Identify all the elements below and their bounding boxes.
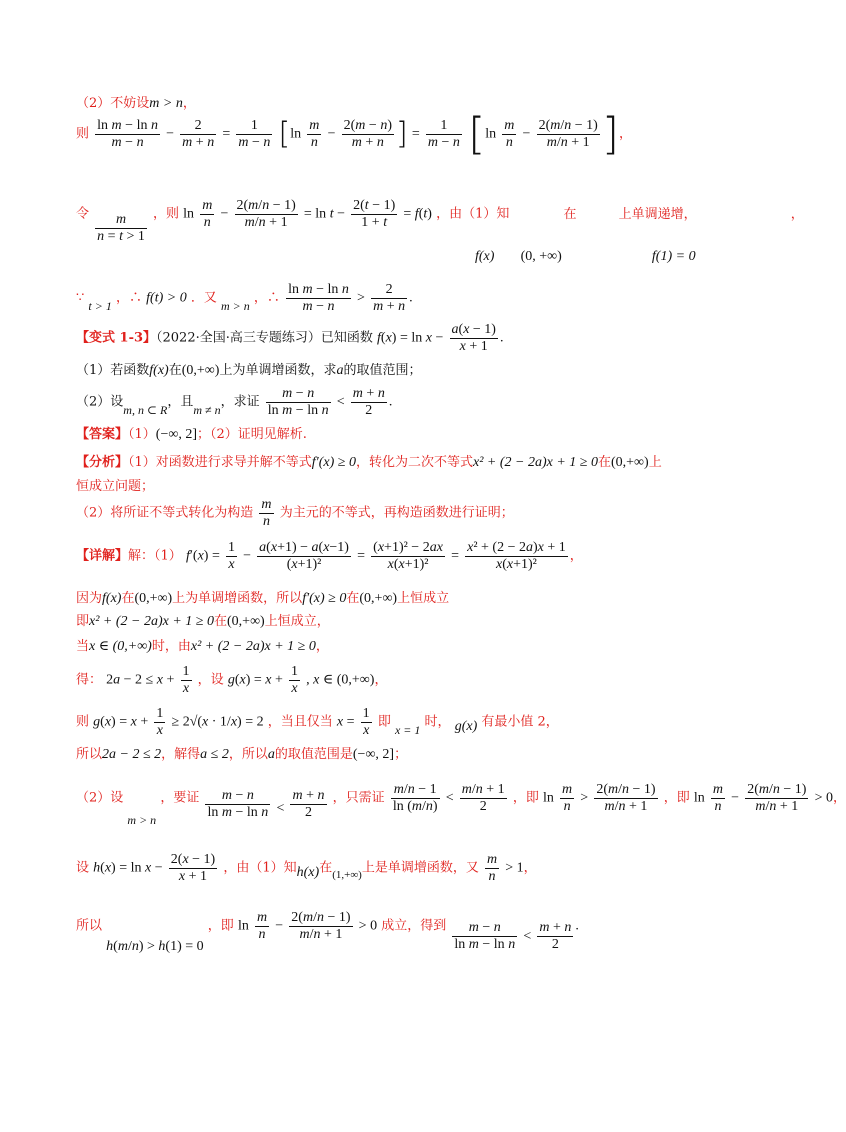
variant-question-1: （1）若函数f(x)在(0,+∞)上为单调增函数，求a的取值范围； — [76, 363, 422, 378]
analysis-line-2: 恒成立问题； — [76, 479, 155, 494]
variant-question-2: （2）设m, n ⊂ R，且m ≠ n，求证 $\frac{m - n}{\text{ln m − ln n}}$ < $\frac{m + n}{2}$ . — [76, 386, 393, 418]
detail-line-4: 当x ∈ (0,+∞)时，由x² + (2 − 2a)x + 1 ≥ 0， — [76, 639, 329, 654]
detail-h-line: 设 h(x) = ln x − $\frac{2(x - 1)}{x + 1}$ ，由（1）知h(x)在$_{(1,+\infty)}$上是单调增函数，又 $\frac{m}{n}$ > 1， — [76, 852, 537, 884]
analysis-line-3: （2）将所证不等式转化为构造 $\frac{m}{n}$ 为主元的不等式，再构造函数进行证明； — [76, 497, 514, 529]
detail-derivative: 【详解】解：（1） f′(x) = $\frac{1}{x}$ − $\frac{a(x+1) - a(x-1)}{\text{(x+1)²}}$ = $\frac{\text{(x+1)² − 2ax}}{\text{x(x+1)²}}$ = $\frac{\text{x² + (2 − 2a)x + 1}}{\text{x(x+1)²}}$ ， — [76, 540, 583, 572]
part2-intro: （2）不妨设m > n， — [76, 96, 196, 111]
part2-equation-1: 则 $\frac{\text{ln m − ln n}}{m - n}$ − $\frac{2}{m + n}$ = $\frac{1}{m - n}$ [ln $\frac{m}{n}$ − $\frac{2(m - n)}{m + n}$ ] = $\frac{1}{m - n}$ [ln $\frac{m}{n}$ − $\frac{2(m/n - 1)}{m/n + 1}$ ]， — [76, 108, 633, 160]
part2-fx-labels: f(x) (0, +∞) f(1) = 0 — [475, 249, 696, 264]
part2-substitution: 令 $\frac{m}{n = t > 1}$ ，则 ln $\frac{m}{n}$ − $\frac{2(m/n - 1)}{m/n + 1}$ = ln t − $\frac{2(t - 1)}{1 + t}$ = f(t) ，由（1）知 在 上单调递增， ， — [76, 198, 804, 244]
analysis-line-1: 【分析】（1）对函数进行求导并解不等式f′(x) ≥ 0，转化为二次不等式x² + (2 − 2a)x + 1 ≥ 0在(0,+∞)上 — [76, 455, 662, 470]
answer-line: 【答案】（1）(−∞, 2]；（2）证明见解析. — [76, 427, 307, 442]
part2-conclusion: ∵ t > 1 ，∴ f(t) > 0 ．又 m > n ，∴ $\frac{\text{ln m − ln n}}{m - n}$ > $\frac{2}{m + n}$ . — [76, 282, 413, 314]
detail-line-5: 得： 2a − 2 ≤ x + $\frac{1}{x}$ ，设 g(x) = x + $\frac{1}{x}$ , x ∈ (0,+∞)， — [76, 664, 388, 696]
detail-part2-line: （2）设 m > n ，要证 $\frac{m - n}{\text{ln m − ln n}}$ < $\frac{m + n}{2}$ ，只需证 $\frac{m/n - 1}{\ln (m/n)}$ < $\frac{m/n + 1}{2}$ ，即 ln $\frac{m}{n}$ > $\frac{2(m/n - 1)}{m/n + 1}$ ，即 ln $\frac{m}{n}$ − $\frac{2(m/n - 1)}{m/n + 1}$ > 0， — [76, 782, 846, 827]
detail-line-3: 即x² + (2 − 2a)x + 1 ≥ 0在(0,+∞)上恒成立， — [76, 614, 330, 629]
variant-header: 【变式 1-3】（2022·全国·高三专题练习）已知函数 f(x) = ln x − $\frac{a(x - 1)}{x + 1}$ . — [76, 322, 504, 354]
detail-line-6: 则 g(x) = x + $\frac{1}{x}$ ≥ 2√(x · 1/x) = 2 ，当且仅当 x = $\frac{1}{x}$ 即 x = 1 时， g(x) 有最小值 2， — [76, 706, 559, 738]
detail-line-2: 因为f(x)在(0,+∞)上为单调增函数，所以f′(x) ≥ 0在(0,+∞)上恒成立 — [76, 591, 450, 606]
detail-final-line: 所以 h(m/n) > h(1) = 0 ，即 ln $\frac{m}{n}$ − $\frac{2(m/n - 1)}{m/n + 1}$ > 0 成立，得到 $\frac{m - n}{\text{ln m − ln n}}$ < $\frac{m + n}{2}$ . — [76, 910, 579, 954]
detail-line-7: 所以2a − 2 ≤ 2，解得a ≤ 2，所以a的取值范围是(−∞, 2]； — [76, 747, 408, 762]
